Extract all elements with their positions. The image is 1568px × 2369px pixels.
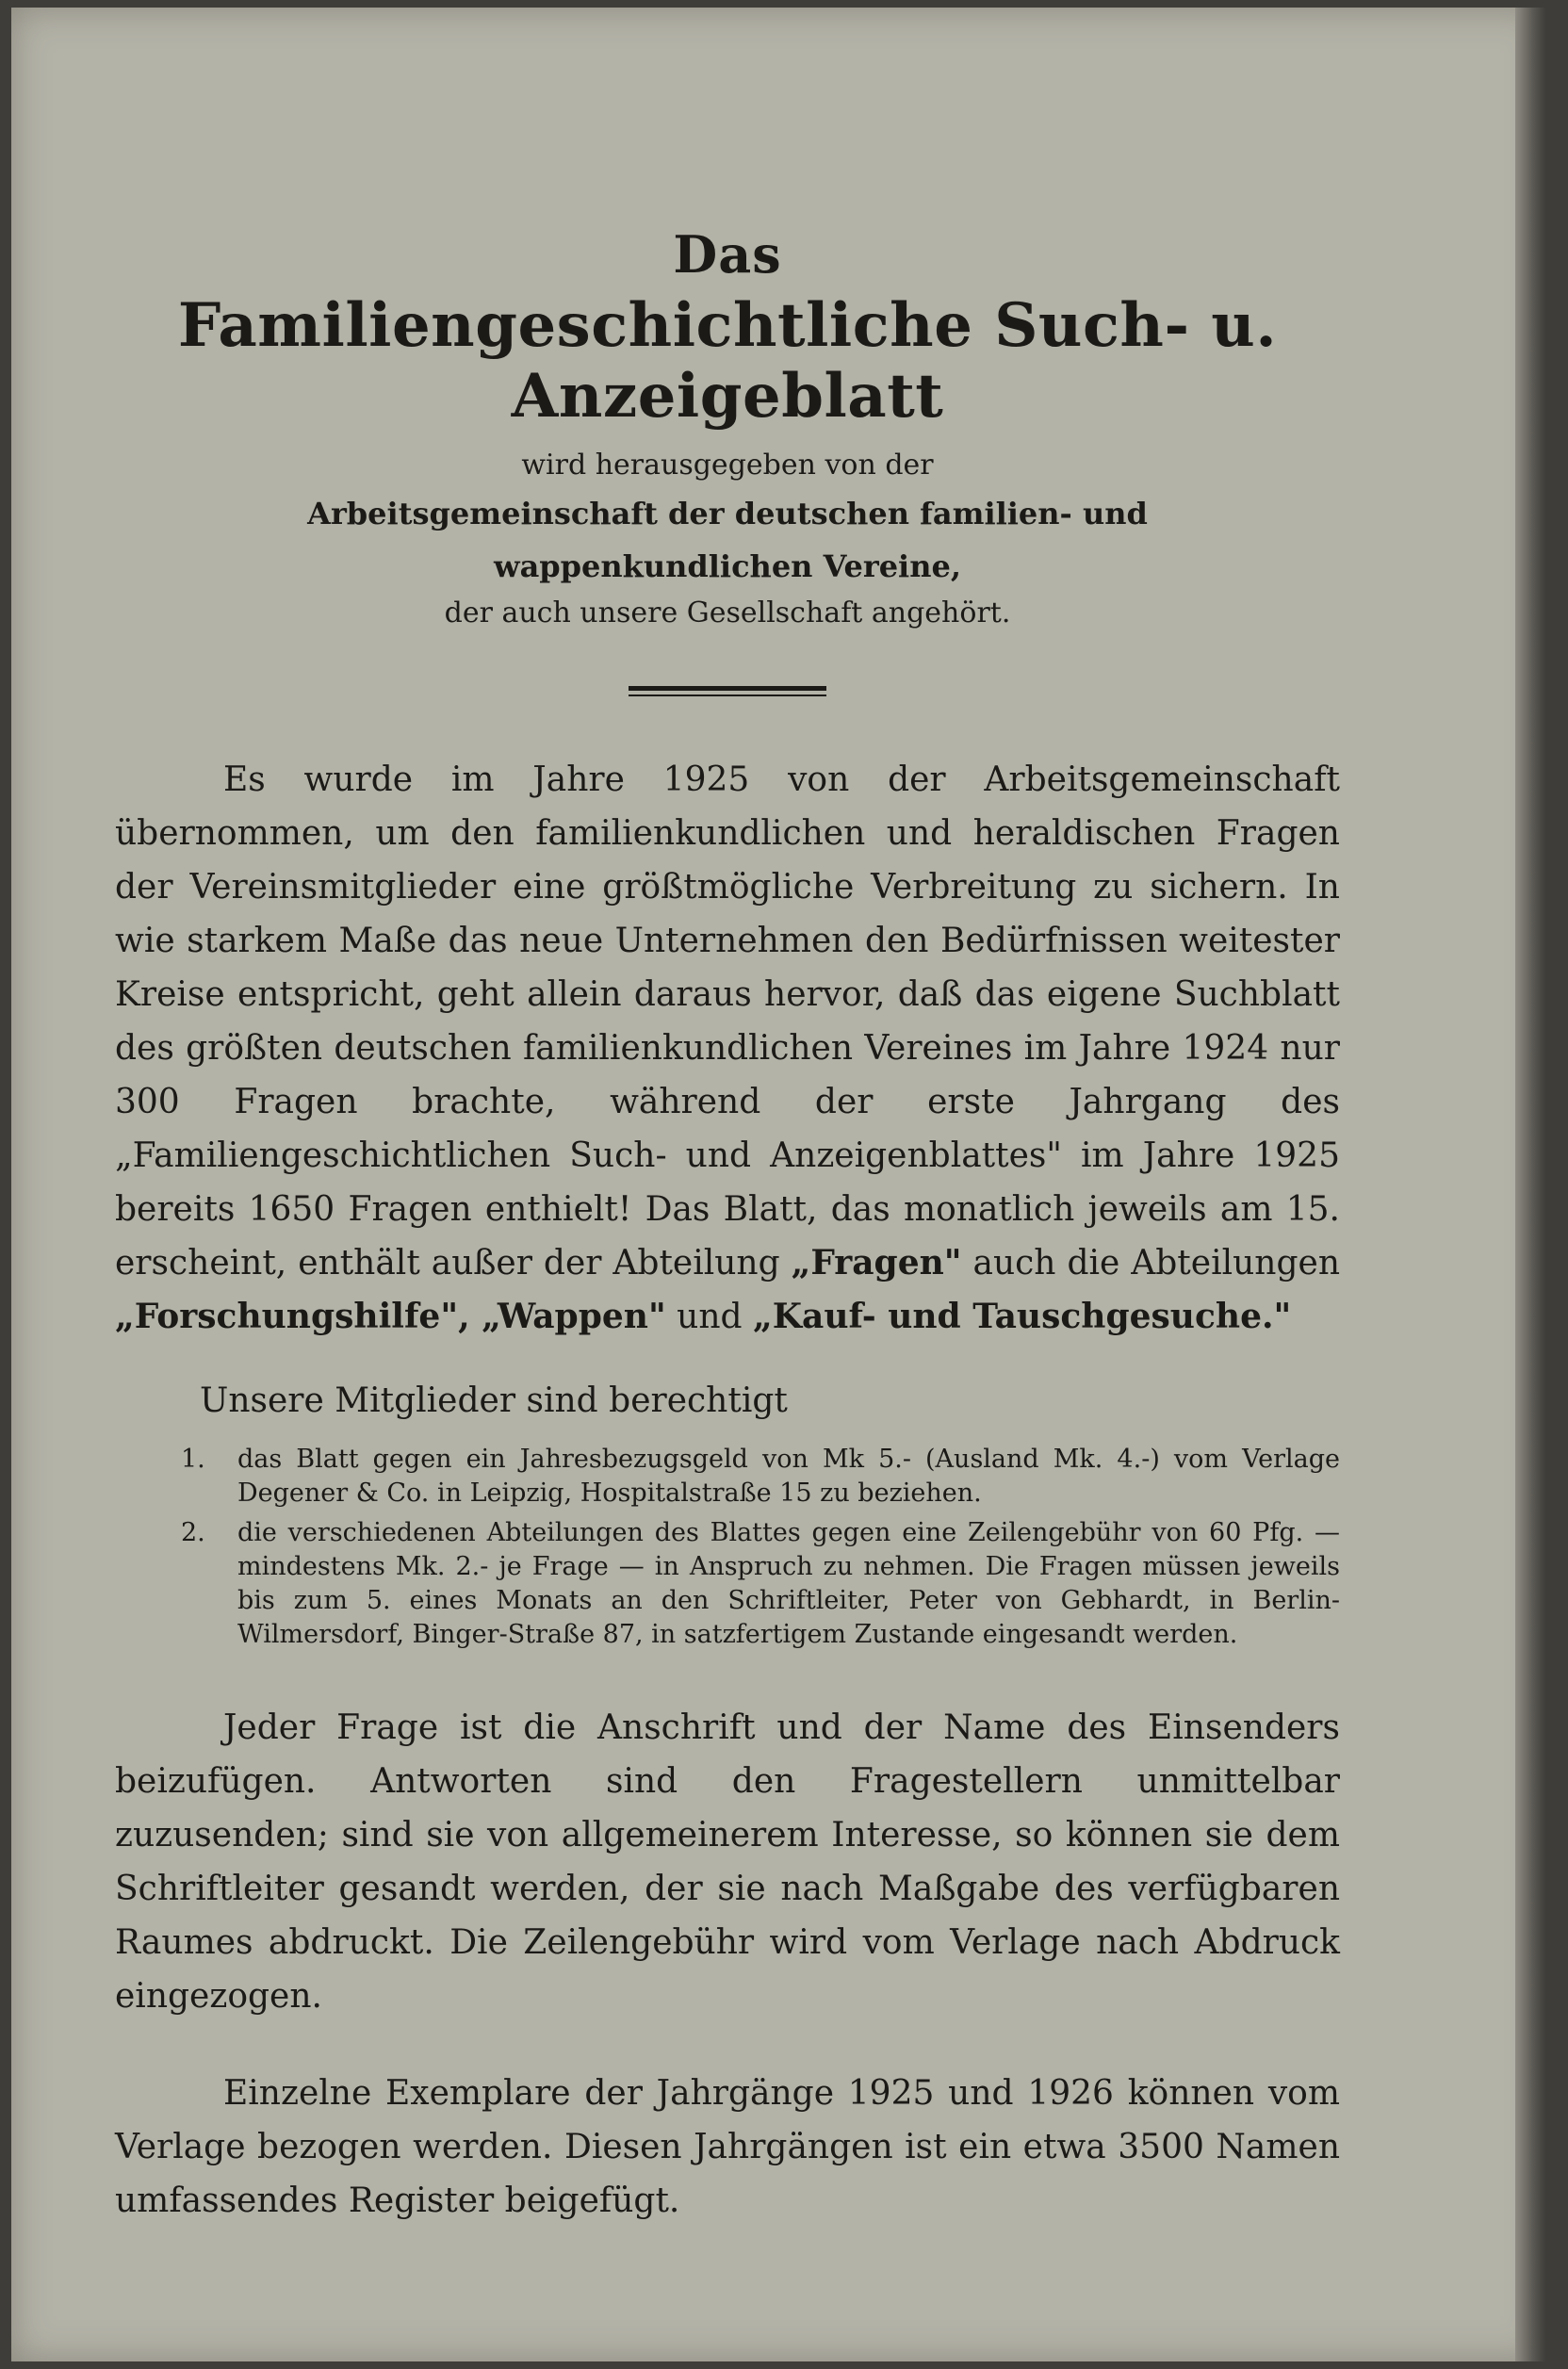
entitlement-list <box>181 1443 1340 1652</box>
page-title: Familiengeschichtliche Such- u. Anzeigeblatt <box>177 290 1278 432</box>
list-number: 1. <box>181 1445 205 1474</box>
divider-rule <box>629 686 826 696</box>
organization-line-2: wappenkundlichen Vereine, <box>494 548 961 584</box>
book-spine <box>1515 8 1545 2361</box>
title-article: Das <box>673 224 782 285</box>
page-content <box>115 224 1340 2228</box>
list-item <box>181 1516 1340 1652</box>
list-text: das Blatt gegen ein Jahresbezugsgeld von Mk 5.- (Ausland Mk. 4.-) vom Verlage Degener & Co. in Leipzig, Hospitalstraße 15 zu beziehen. <box>237 1445 1340 1508</box>
back-issues-paragraph: Einzelne Exemplare der Jahrgänge 1925 und 1926 können vom Verlage bezogen werden. Diesen Jahrgängen ist ein etwa 3500 Namen umfassendes Register beigefügt. <box>115 2074 1340 2220</box>
section-kauf-tausch: „Kauf- und Tauschgesuche." <box>753 1297 1292 1336</box>
intro-text-a: Es wurde im Jahre 1925 von der Arbeitsgemeinschaft übernommen, um den familienkundlichen und heraldischen Fragen der Vereinsmitglieder eine größtmögliche Verbreitung zu sichern. In wie starkem Maße das neue Unternehmen den Bedürfnissen weitester Kreise entspricht, geht allein daraus hervor, daß das eigene Suchblatt des größten deutschen familienkundlichen Vereines im Jahre 1924 nur 300 Fragen brachte, während der erste Jahrgang des „Familiengeschichtlichen Such- und Anzeigenblattes" im Jahre 1925 bereits 1650 Fragen enthielt! Das Blatt, das monatlich jeweils am 15. erscheint, enthält außer der Abteilung <box>115 760 1340 1283</box>
list-item <box>181 1443 1340 1511</box>
membership-note: der auch unsere Gesellschaft angehört. <box>444 596 1011 629</box>
members-entitled-heading: Unsere Mitglieder sind berechtigt <box>200 1381 788 1420</box>
scanned-page <box>11 8 1545 2361</box>
submission-paragraph: Jeder Frage ist die Anschrift und der Name des Einsenders beizufügen. Antworten sind den Fragestellern unmittelbar zuzusenden; sind sie von allgemeinerem Interesse, so können sie dem Schriftleiter gesandt werden, der sie nach Maßgabe des verfügbaren Raumes abdruckt. Die Zeilengebühr wird vom Verlage nach Abdruck eingezogen. <box>115 1708 1340 2016</box>
intro-text-b: auch die Abteilungen <box>961 1244 1341 1283</box>
list-text: die verschiedenen Abteilungen des Blattes gegen eine Zeilengebühr von 60 Pfg. — mindestens Mk. 2.- je Frage — in Anspruch zu nehmen. Die Fragen müssen jeweils bis zum 5. eines Monats an den Schriftleiter, Peter von Gebhardt, in Berlin-Wilmersdorf, Binger-Straße 87, in satzfertigem Zustande eingesandt werden. <box>237 1518 1340 1649</box>
intro-paragraph <box>115 753 1340 1344</box>
intro-text-c: und <box>665 1298 754 1336</box>
list-number: 2. <box>181 1518 205 1547</box>
section-fragen: „Fragen" <box>791 1243 962 1283</box>
section-forschung-wappen: „Forschungshilfe", „Wappen" <box>115 1297 666 1336</box>
publisher-intro: wird herausgegeben von der <box>521 449 934 482</box>
organization-line-1: Arbeitsgemeinschaft der deutschen familien- und <box>307 496 1148 531</box>
